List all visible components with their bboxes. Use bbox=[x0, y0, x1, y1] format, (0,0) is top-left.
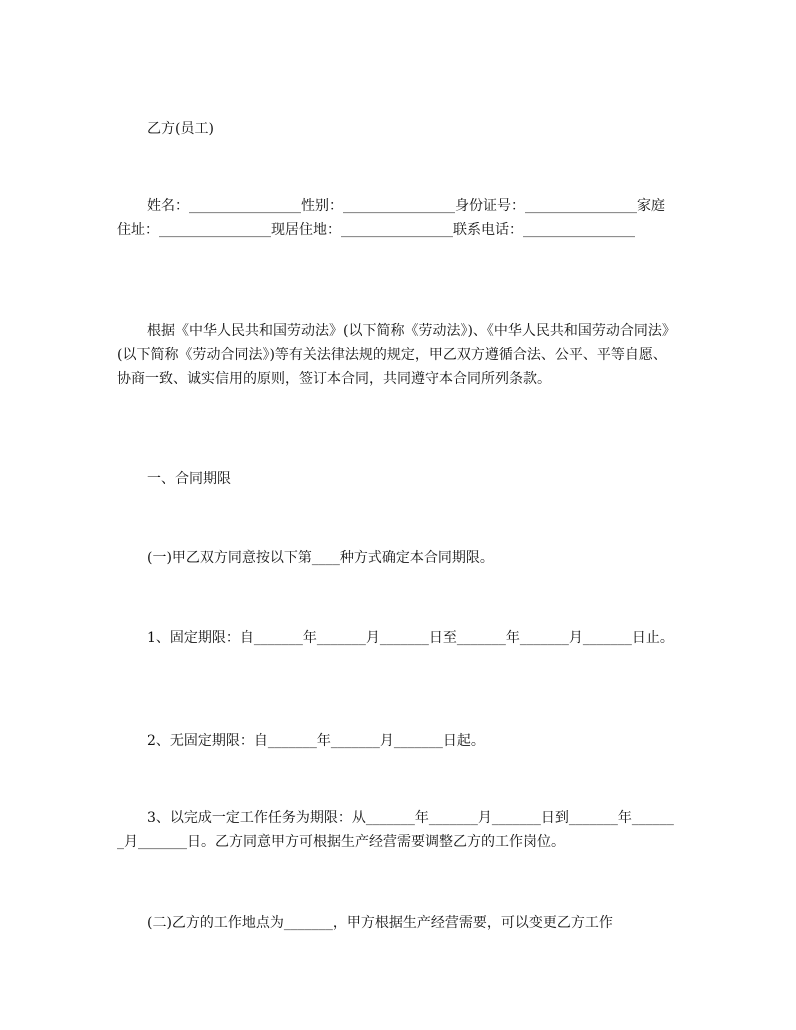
contract-preamble: 根据《中华人民共和国劳动法》(以下简称《劳动法》)、《中华人民共和国劳动合同法》(以下简称《劳动合同法》)等有关法律法规的规定，甲乙双方遵循合法、公平、平等自愿、协商一致、诚实信用的原则，签订本合同，共同遵守本合同所列条款。 bbox=[117, 323, 676, 387]
item-task-term: 3、以完成一定工作任务为期限：从_______年_______月_______日到_______年_______月_______日。乙方同意甲方可根据生产经营需要调整乙方的工作岗位。 bbox=[117, 810, 674, 850]
party-b-info-fields: 姓名：________________性别：________________身份证号：________________家庭住址：________________现居住地：________________联系电话：________________ bbox=[117, 198, 665, 238]
item-fixed-term: 1、固定期限：自_______年_______月_______日至_______年_______月_______日止。 bbox=[147, 630, 674, 646]
item-open-term: 2、无固定期限：自_______年_______月_______日起。 bbox=[147, 733, 485, 749]
section-1-title: 一、合同期限 bbox=[147, 471, 231, 487]
clause-1-1: (一)甲乙双方同意按以下第____种方式确定本合同期限。 bbox=[147, 550, 494, 566]
party-b-heading: 乙方(员工) bbox=[147, 121, 214, 137]
clause-1-2: (二)乙方的工作地点为_______，甲方根据生产经营需要，可以变更乙方工作 bbox=[147, 915, 613, 931]
